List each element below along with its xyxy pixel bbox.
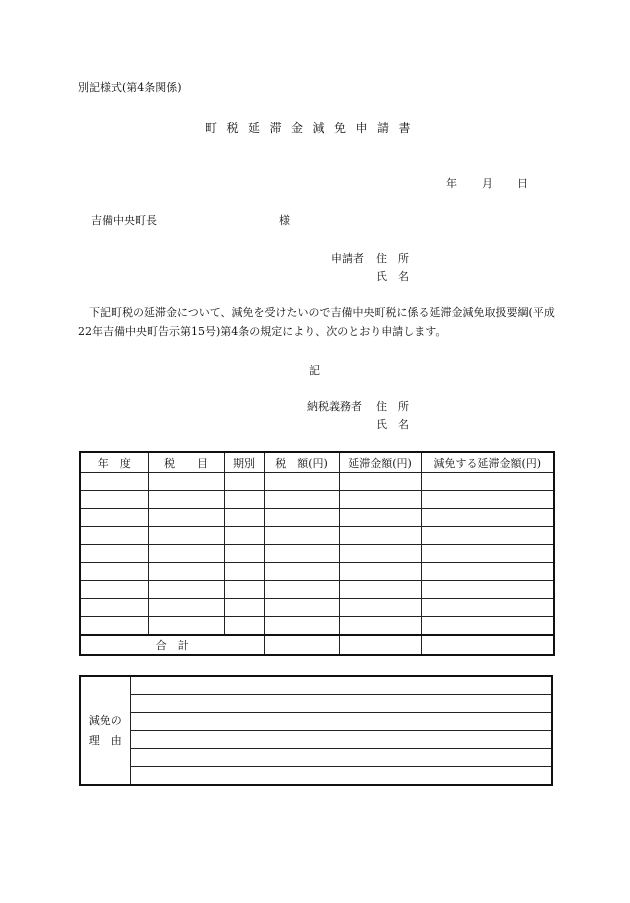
tax-item-cell[interactable] — [148, 509, 224, 527]
table-row — [80, 563, 554, 581]
total-delinquency-amount-cell[interactable] — [339, 635, 421, 655]
header-period: 期別 — [224, 452, 264, 473]
table-header-row — [80, 452, 554, 473]
reason-label-line2: 理 由 — [88, 733, 122, 747]
exemption-amount-cell[interactable] — [421, 527, 554, 545]
application-body-text: 下記町税の延滞金について、減免を受けたいので吉備中央町税に係る延滞金減免取扱要綱(平成22年吉備中央町告示第15号)第4条の規定により、次のとおり申請します。 — [78, 306, 555, 338]
delinquency-table — [79, 451, 555, 656]
period-cell[interactable] — [224, 563, 264, 581]
reason-line — [80, 676, 552, 695]
addressee-honorific: 様 — [279, 214, 290, 227]
table-row — [80, 527, 554, 545]
taxpayer-name-label: 氏 名 — [376, 418, 409, 431]
exemption-amount-cell[interactable] — [421, 581, 554, 599]
fiscal-year-cell[interactable] — [80, 599, 148, 617]
delinquency-amount-cell[interactable] — [339, 473, 421, 491]
total-exemption-amount-cell[interactable] — [421, 635, 554, 655]
exemption-amount-cell[interactable] — [421, 563, 554, 581]
period-cell[interactable] — [224, 545, 264, 563]
reason-table — [79, 675, 553, 786]
total-label: 合 計 — [80, 635, 264, 655]
fiscal-year-cell[interactable] — [80, 491, 148, 509]
tax-item-cell[interactable] — [148, 491, 224, 509]
fiscal-year-cell[interactable] — [80, 473, 148, 491]
reason-line-field[interactable] — [130, 713, 552, 731]
tax-item-cell[interactable] — [148, 581, 224, 599]
period-cell[interactable] — [224, 617, 264, 636]
delinquency-amount-cell[interactable] — [339, 509, 421, 527]
reason-line-field[interactable] — [130, 676, 552, 695]
reason-line — [80, 767, 552, 786]
delinquency-amount-cell[interactable] — [339, 563, 421, 581]
tax-amount-cell[interactable] — [264, 509, 339, 527]
tax-item-cell[interactable] — [148, 545, 224, 563]
ki-heading: 記 — [309, 364, 320, 377]
period-cell[interactable] — [224, 527, 264, 545]
fiscal-year-cell[interactable] — [80, 581, 148, 599]
period-cell[interactable] — [224, 491, 264, 509]
exemption-amount-cell[interactable] — [421, 509, 554, 527]
delinquency-amount-cell[interactable] — [339, 527, 421, 545]
reason-line-field[interactable] — [130, 695, 552, 713]
total-tax-amount-cell[interactable] — [264, 635, 339, 655]
reason-label-line1: 減免の — [88, 713, 122, 727]
applicant-name-label: 氏 名 — [376, 270, 409, 283]
tax-item-cell[interactable] — [148, 563, 224, 581]
tax-item-cell[interactable] — [148, 599, 224, 617]
reason-line-field[interactable] — [130, 731, 552, 749]
tax-amount-cell[interactable] — [264, 527, 339, 545]
header-fiscal-year: 年 度 — [80, 452, 148, 473]
tax-item-cell[interactable] — [148, 473, 224, 491]
table-total-row — [80, 635, 554, 655]
tax-amount-cell[interactable] — [264, 599, 339, 617]
document-title: 町税延滞金減免申請書 — [205, 121, 421, 135]
table-row — [80, 599, 554, 617]
delinquency-amount-cell[interactable] — [339, 491, 421, 509]
header-delinquency-amount: 延滞金額(円) — [339, 452, 421, 473]
delinquency-amount-cell[interactable] — [339, 581, 421, 599]
reason-line — [80, 695, 552, 713]
tax-item-cell[interactable] — [148, 617, 224, 636]
exemption-amount-cell[interactable] — [421, 545, 554, 563]
delinquency-amount-cell[interactable] — [339, 617, 421, 636]
header-exemption-amount: 減免する延滞金額(円) — [421, 452, 554, 473]
period-cell[interactable] — [224, 581, 264, 599]
tax-amount-cell[interactable] — [264, 491, 339, 509]
header-tax-item: 税 目 — [148, 452, 224, 473]
exemption-amount-cell[interactable] — [421, 491, 554, 509]
fiscal-year-cell[interactable] — [80, 617, 148, 636]
table-row — [80, 617, 554, 636]
delinquency-amount-cell[interactable] — [339, 599, 421, 617]
tax-amount-cell[interactable] — [264, 581, 339, 599]
reason-label — [80, 676, 130, 785]
tax-amount-cell[interactable] — [264, 473, 339, 491]
applicant-address-label: 住 所 — [376, 252, 409, 265]
tax-item-cell[interactable] — [148, 527, 224, 545]
fiscal-year-cell[interactable] — [80, 509, 148, 527]
header-tax-amount: 税 額(円) — [264, 452, 339, 473]
delinquency-amount-cell[interactable] — [339, 545, 421, 563]
period-cell[interactable] — [224, 509, 264, 527]
period-cell[interactable] — [224, 473, 264, 491]
applicant-label: 申請者 — [331, 252, 364, 265]
fiscal-year-cell[interactable] — [80, 563, 148, 581]
tax-amount-cell[interactable] — [264, 563, 339, 581]
table-row — [80, 509, 554, 527]
reason-line — [80, 749, 552, 767]
table-row — [80, 581, 554, 599]
tax-amount-cell[interactable] — [264, 545, 339, 563]
taxpayer-label: 納税義務者 — [307, 400, 362, 413]
exemption-amount-cell[interactable] — [421, 473, 554, 491]
reason-line — [80, 731, 552, 749]
date-day-label: 日 — [517, 177, 528, 190]
fiscal-year-cell[interactable] — [80, 527, 148, 545]
date-month-label: 月 — [482, 177, 493, 190]
date-year-label: 年 — [446, 177, 457, 190]
reason-line-field[interactable] — [130, 767, 552, 786]
table-row — [80, 491, 554, 509]
reason-line — [80, 713, 552, 731]
tax-amount-cell[interactable] — [264, 617, 339, 636]
period-cell[interactable] — [224, 599, 264, 617]
taxpayer-address-label: 住 所 — [376, 400, 409, 413]
exemption-amount-cell[interactable] — [421, 617, 554, 636]
exemption-amount-cell[interactable] — [421, 599, 554, 617]
table-row — [80, 545, 554, 563]
form-reference: 別記様式(第4条関係) — [78, 81, 182, 94]
addressee-name: 吉備中央町長 — [91, 214, 157, 227]
fiscal-year-cell[interactable] — [80, 545, 148, 563]
table-row — [80, 473, 554, 491]
reason-line-field[interactable] — [130, 749, 552, 767]
